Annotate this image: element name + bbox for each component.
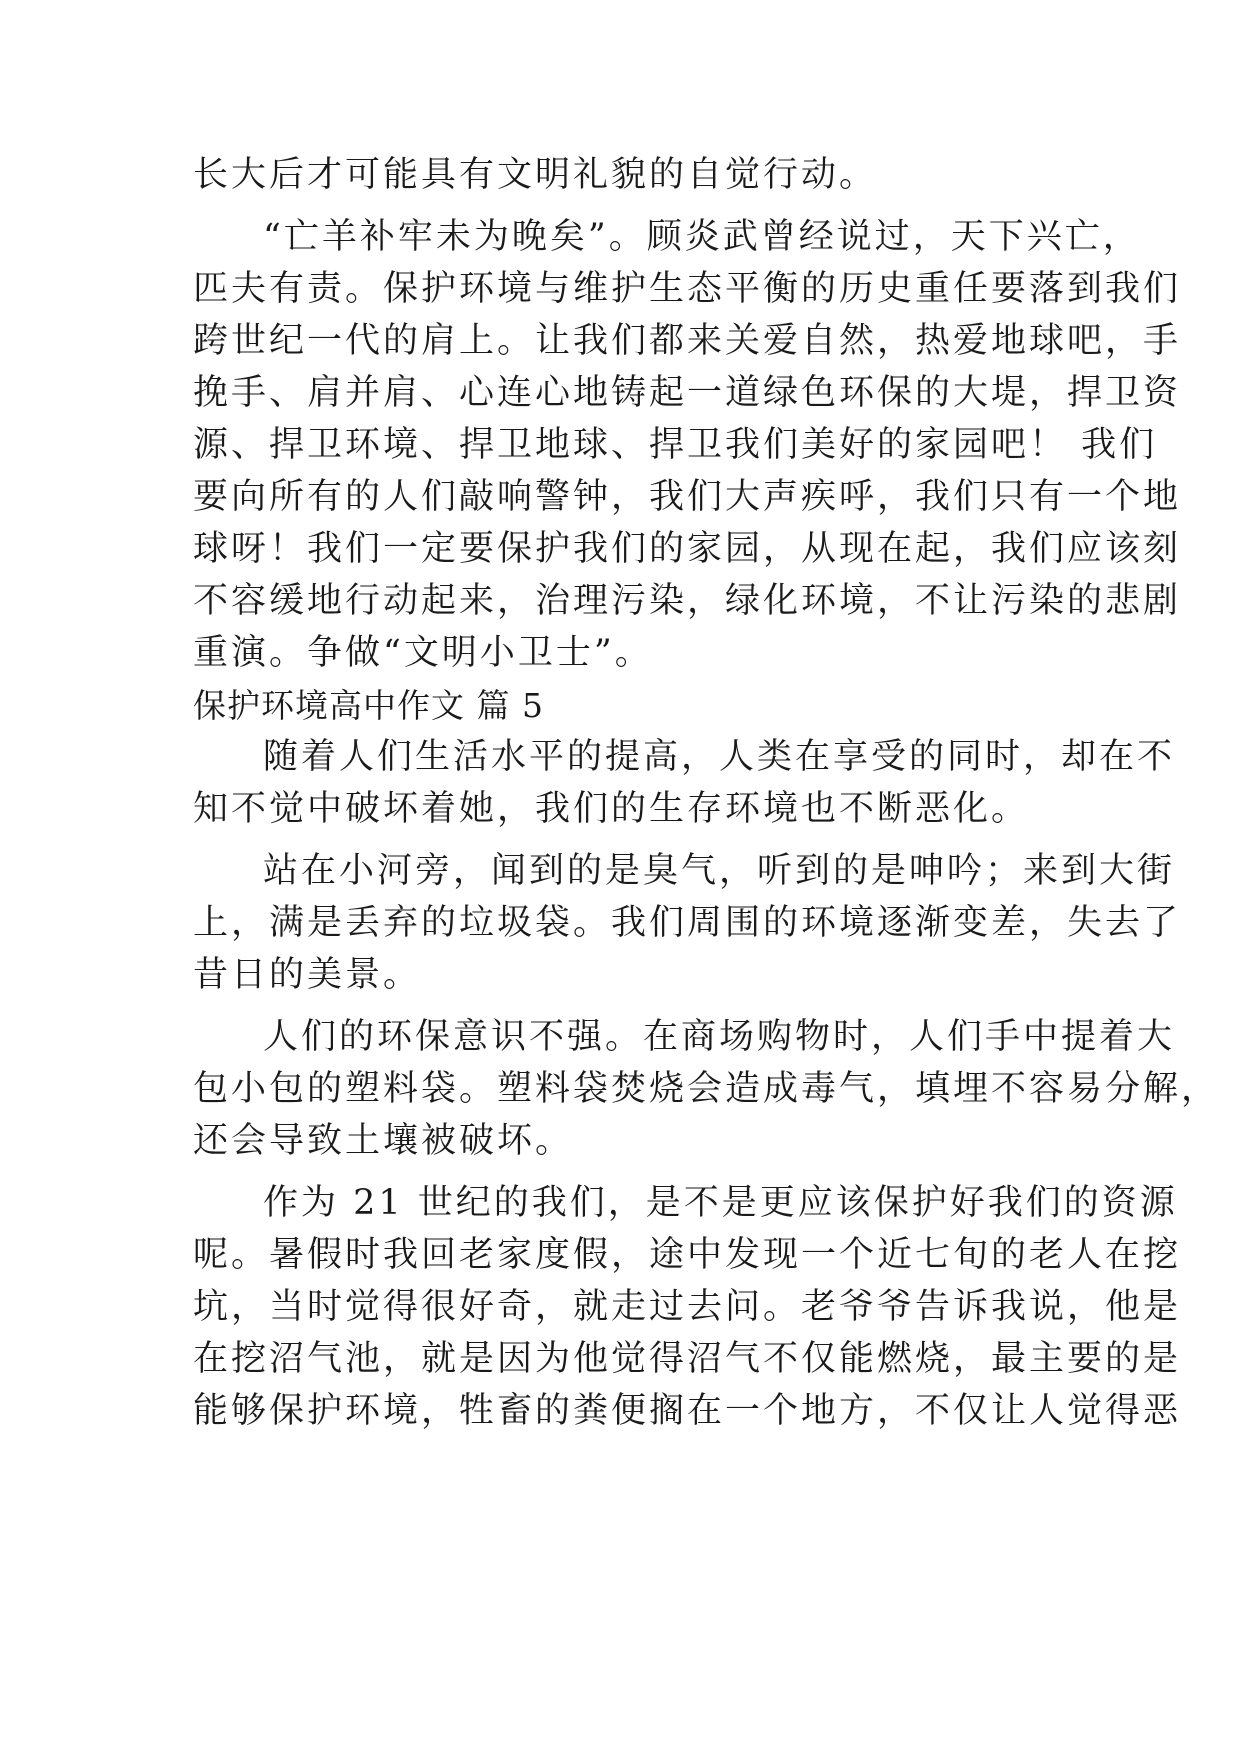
text-line: 知不觉中破坏着她，我们的生存环境也不断恶化。 xyxy=(193,789,1030,829)
section-heading: 保护环境高中作文 篇 5 xyxy=(193,686,544,725)
text-line: 重演。争做“文明小卫士”。 xyxy=(193,633,653,673)
paragraph xyxy=(193,846,1182,1001)
text-line: 挽手、肩并肩、心连心地铸起一道绿色环保的大堤，捍卫资 xyxy=(193,373,1182,413)
paragraph xyxy=(193,212,1182,679)
paragraph-gap xyxy=(193,202,1053,212)
text-line: 上，满是丢弃的垃圾袋。我们周围的环境逐渐变差，失去了 xyxy=(193,903,1182,943)
text-line: 长大后才可能具有文明礼貌的自觉行动。 xyxy=(193,155,878,195)
text-line: 在挖沼气池，就是因为他觉得沼气不仅能燃烧，最主要的是 xyxy=(193,1339,1182,1379)
text-line: 包小包的塑料袋。塑料袋焚烧会造成毒气，填埋不容易分解， xyxy=(193,1069,1220,1109)
document-body xyxy=(193,150,1220,1438)
text-line: 匹夫有责。保护环境与维护生态平衡的历史重任要落到我们 xyxy=(193,269,1182,309)
paragraph xyxy=(193,150,1053,201)
text-line: 作为 21 世纪的我们，是不是更应该保护好我们的资源 xyxy=(263,1183,1178,1223)
text-line: 不容缓地行动起来，治理污染，绿化环境，不让污染的悲剧 xyxy=(193,581,1182,621)
paragraph-gap xyxy=(193,1002,1053,1012)
paragraph xyxy=(193,1012,1220,1167)
text-line: “亡羊补牢未为晚矣”。顾炎武曾经说过，天下兴亡， xyxy=(263,217,1141,257)
text-line: 昔日的美景。 xyxy=(193,955,422,995)
paragraph xyxy=(193,732,1176,835)
text-line: 能够保护环境，牲畜的粪便搁在一个地方，不仅让人觉得恶 xyxy=(193,1391,1182,1431)
section-heading-block xyxy=(193,680,1053,731)
text-line: 球呀！我们一定要保护我们的家园，从现在起，我们应该刻 xyxy=(193,529,1182,569)
text-line: 跨世纪一代的肩上。让我们都来关爱自然，热爱地球吧，手 xyxy=(193,321,1182,361)
text-line: 呢。暑假时我回老家度假，途中发现一个近七旬的老人在挖 xyxy=(193,1235,1182,1275)
text-line: 人们的环保意识不强。在商场购物时，人们手中提着大 xyxy=(263,1017,1176,1057)
paragraph-gap xyxy=(193,1168,1053,1178)
paragraph xyxy=(193,1178,1182,1437)
text-line: 站在小河旁，闻到的是臭气，听到的是呻吟；来到大街 xyxy=(263,851,1176,891)
text-line: 随着人们生活水平的提高，人类在享受的同时，却在不 xyxy=(263,737,1176,777)
text-line: 要向所有的人们敲响警钟，我们大声疾呼，我们只有一个地 xyxy=(193,477,1182,517)
text-line: 坑，当时觉得很好奇，就走过去问。老爷爷告诉我说，他是 xyxy=(193,1287,1182,1327)
text-line: 源、捍卫环境、捍卫地球、捍卫我们美好的家园吧！ 我们 xyxy=(193,425,1158,465)
text-line: 还会导致土壤被破坏。 xyxy=(193,1121,574,1161)
paragraph-gap xyxy=(193,836,1053,846)
